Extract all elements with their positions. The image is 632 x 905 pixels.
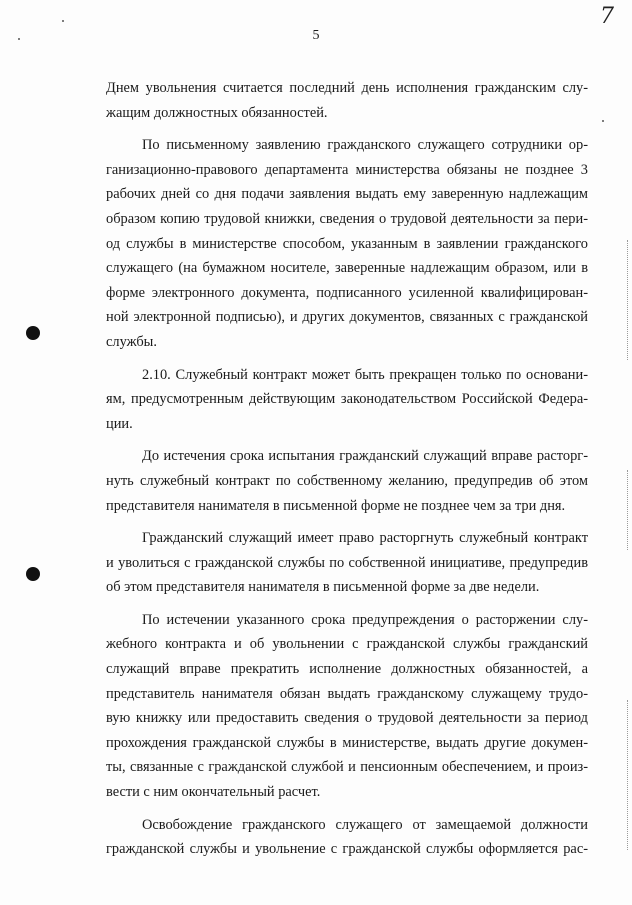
paragraph [106, 813, 588, 862]
text-line: представителя нанимателя в письменной форме не позднее чем за три дня. [106, 497, 566, 514]
text-line: служащего (на бумажном носителе, заверенные надлежащим образом, или в [106, 260, 588, 277]
text-line: представитель нанимателя обязан выдать гражданскому служащему трудо- [106, 685, 588, 702]
paragraph-gap [106, 436, 588, 444]
paragraph [106, 363, 588, 437]
scan-speck [602, 120, 604, 122]
paragraph [106, 608, 588, 805]
paragraph [106, 133, 588, 354]
text-line: По письменному заявлению гражданского служащего сотрудники ор- [142, 137, 588, 154]
text-line: служащий вправе прекратить исполнение должностных обязанностей, а [106, 661, 588, 678]
text-line: и уволиться с гражданской службы по собственной инициативе, предупредив [106, 554, 588, 571]
text-line: ты, связанные с гражданской службой и пенсионным обеспечением, и произ- [106, 759, 588, 776]
text-line: гражданской службы и увольнение с гражданской службы оформляется рас- [106, 841, 588, 858]
text-line: жебного контракта и об увольнении с гражданской службы гражданский [106, 636, 588, 653]
text-line: рабочих дней со дня подачи заявления выдать ему заверенную надлежащим [106, 186, 588, 203]
text-line: вую книжку или предоставить сведения о трудовой деятельности за период [106, 710, 588, 727]
scan-edge-artifact [627, 470, 629, 550]
punch-hole-mark [26, 567, 40, 581]
text-line: Гражданский служащий имеет право расторгнуть служебный контракт [142, 530, 588, 547]
document-body [106, 76, 588, 862]
text-line: ганизационно-правового департамента министерства обязаны не позднее 3 [106, 161, 588, 178]
text-line: од службы в министерстве способом, указанным в заявлении гражданского [106, 235, 588, 252]
text-line: До истечения срока испытания гражданский служащий вправе расторг- [142, 448, 588, 465]
paragraph-gap [106, 600, 588, 608]
text-line: прохождения гражданской службы в министерстве, выдать другие докумен- [106, 734, 588, 751]
text-line: форме электронного документа, подписанного усиленной квалифицирован- [106, 284, 588, 301]
paragraph [106, 444, 588, 518]
paragraph-gap [106, 125, 588, 133]
page-number: 5 [312, 28, 320, 43]
punch-hole-mark [26, 326, 40, 340]
text-line: нуть служебный контракт по собственному желанию, предупредив об этом [106, 472, 588, 489]
text-line: об этом представителя нанимателя в письменной форме за две недели. [106, 579, 540, 596]
text-line: Освобождение гражданского служащего от замещаемой должности [142, 816, 588, 833]
text-line: ной электронной подписью), и других документов, связанных с гражданской [106, 309, 588, 326]
paragraph [106, 76, 588, 125]
paragraph-gap [106, 518, 588, 526]
text-line: ям, предусмотренным действующим законодательством Российской Федера- [106, 391, 588, 408]
scan-edge-artifact [627, 240, 629, 360]
text-line: По истечении указанного срока предупреждения о расторжении слу- [142, 611, 588, 628]
text-line: жащим должностных обязанностей. [106, 104, 328, 121]
text-line: ции. [106, 415, 133, 432]
text-line: Днем увольнения считается последний день исполнения гражданским слу- [106, 80, 588, 96]
scan-edge-artifact [627, 700, 629, 850]
paragraph-gap [106, 805, 588, 813]
scan-speck [18, 38, 20, 40]
text-line: вести с ним окончательный расчет. [106, 784, 321, 801]
scan-speck [62, 20, 64, 22]
paragraph-gap [106, 355, 588, 363]
text-line: службы. [106, 333, 157, 350]
text-line: 2.10. Служебный контракт может быть прекращен только по основани- [142, 366, 588, 383]
handwritten-page-mark: 7 [600, 4, 614, 29]
text-line: образом копию трудовой книжки, сведения о трудовой деятельности за пери- [106, 210, 588, 227]
paragraph [106, 526, 588, 600]
